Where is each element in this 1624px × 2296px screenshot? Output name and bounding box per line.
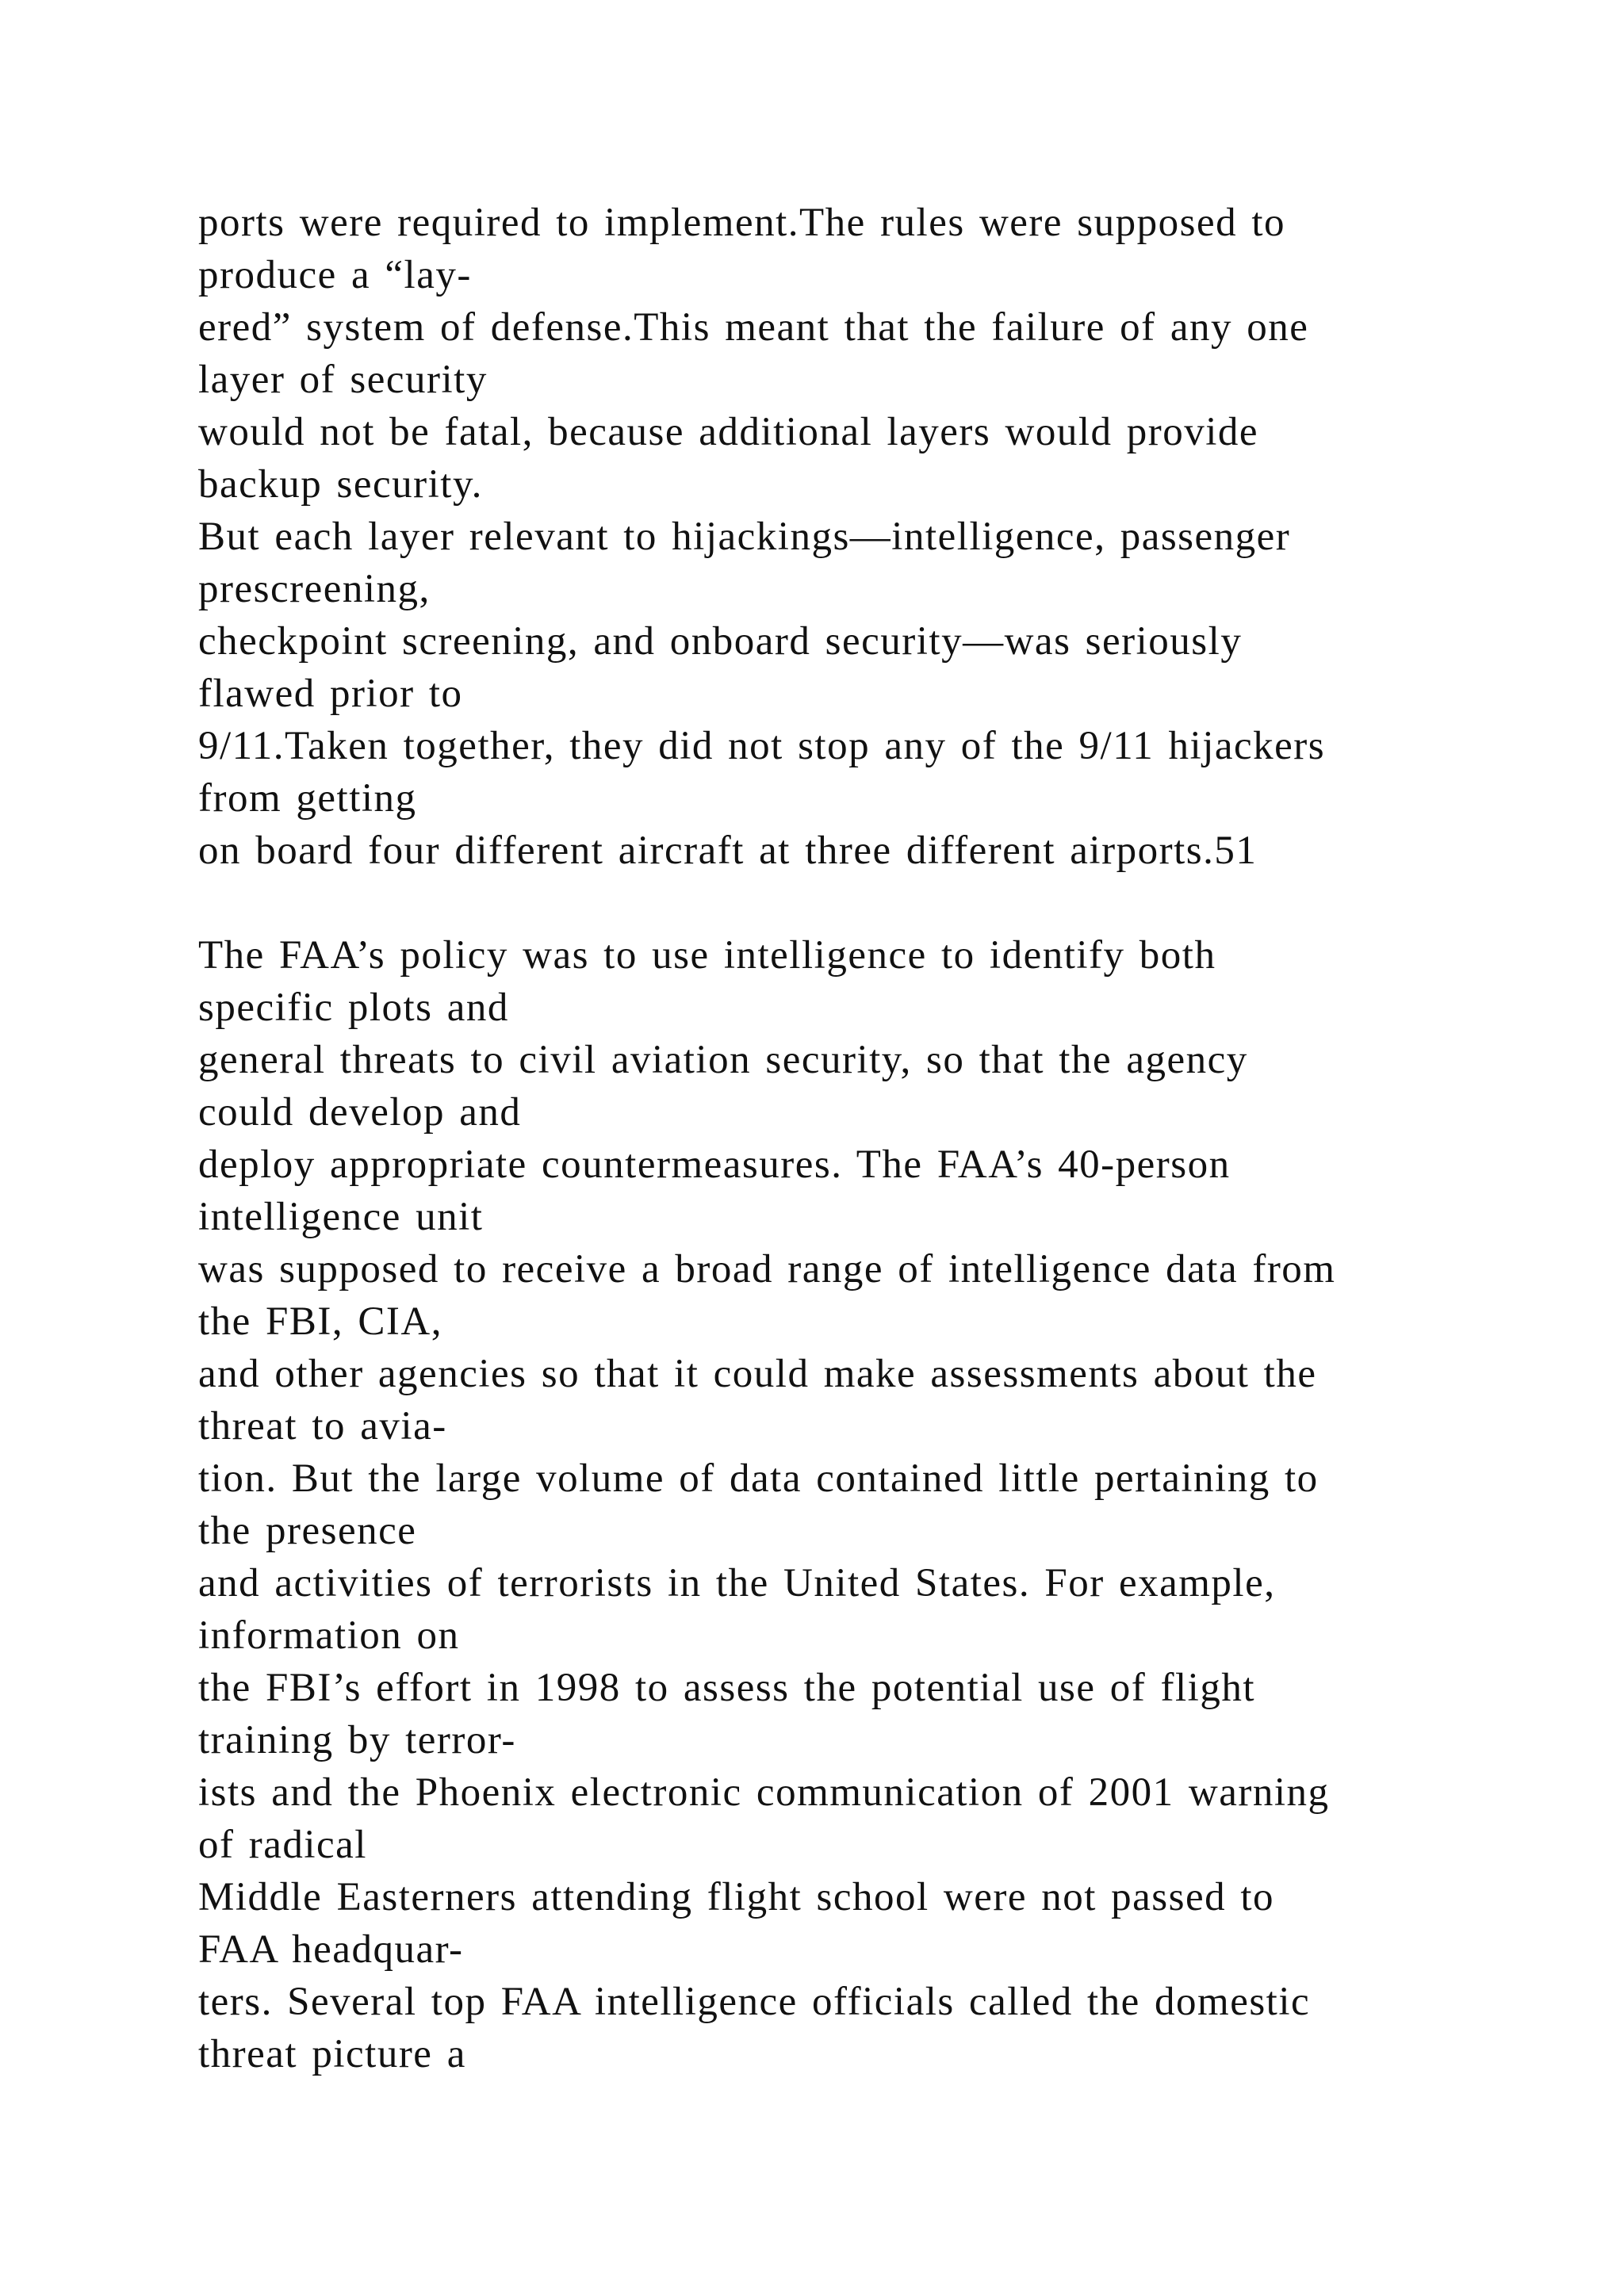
text-line: intelligence unit [198, 1195, 484, 1239]
text-line: threat picture a [198, 2032, 466, 2076]
text-line: backup security. [198, 462, 483, 507]
text-line: information on [198, 1613, 460, 1658]
text-line: threat to avia- [198, 1404, 447, 1448]
text-line: ered” system of defense.This meant that the failure of any one [198, 305, 1309, 350]
paragraph-2 [198, 929, 1483, 2080]
text-line: specific plots and [198, 985, 509, 1030]
text-line: Middle Easterners attending flight school were not passed to [198, 1875, 1275, 1919]
text-line: from getting [198, 776, 417, 821]
text-line: checkpoint screening, and onboard security—was seriously [198, 619, 1243, 664]
text-line: and activities of terrorists in the United States. For example, [198, 1561, 1276, 1605]
text-line: ters. Several top FAA intelligence officials called the domestic [198, 1980, 1311, 2024]
text-line: the FBI, CIA, [198, 1299, 442, 1344]
text-line: But each layer relevant to hijackings—intelligence, passenger [198, 515, 1291, 559]
document-body [198, 197, 1483, 2080]
text-line: flawed prior to [198, 672, 463, 716]
text-line: The FAA’s policy was to use intelligence to identify both [198, 933, 1216, 978]
text-line: would not be fatal, because additional layers would provide [198, 410, 1259, 454]
text-line: and other agencies so that it could make assessments about the [198, 1352, 1317, 1396]
paragraph-gap [198, 877, 1483, 929]
text-line: deploy appropriate countermeasures. The FAA’s 40-person [198, 1142, 1231, 1187]
text-line: training by terror- [198, 1718, 516, 1762]
text-line: general threats to civil aviation security, so that the agency [198, 1038, 1248, 1082]
text-line: FAA headquar- [198, 1927, 464, 1972]
text-line: ists and the Phoenix electronic communication of 2001 warning [198, 1770, 1330, 1815]
text-line: ports were required to implement.The rules were supposed to [198, 201, 1286, 245]
text-line: on board four different aircraft at three different airports.51 [198, 828, 1258, 873]
text-line: of radical [198, 1823, 367, 1867]
text-line: the FBI’s effort in 1998 to assess the potential use of flight [198, 1666, 1255, 1710]
text-line: 9/11.Taken together, they did not stop any of the 9/11 hijackers [198, 724, 1326, 768]
text-line: could develop and [198, 1090, 522, 1135]
text-line: the presence [198, 1509, 417, 1553]
text-line: was supposed to receive a broad range of intelligence data from [198, 1247, 1336, 1292]
text-line: prescreening, [198, 567, 431, 611]
text-line: layer of security [198, 358, 488, 402]
text-line: tion. But the large volume of data contained little pertaining to [198, 1456, 1319, 1501]
paragraph-1 [198, 197, 1483, 877]
text-line: produce a “lay- [198, 253, 472, 297]
